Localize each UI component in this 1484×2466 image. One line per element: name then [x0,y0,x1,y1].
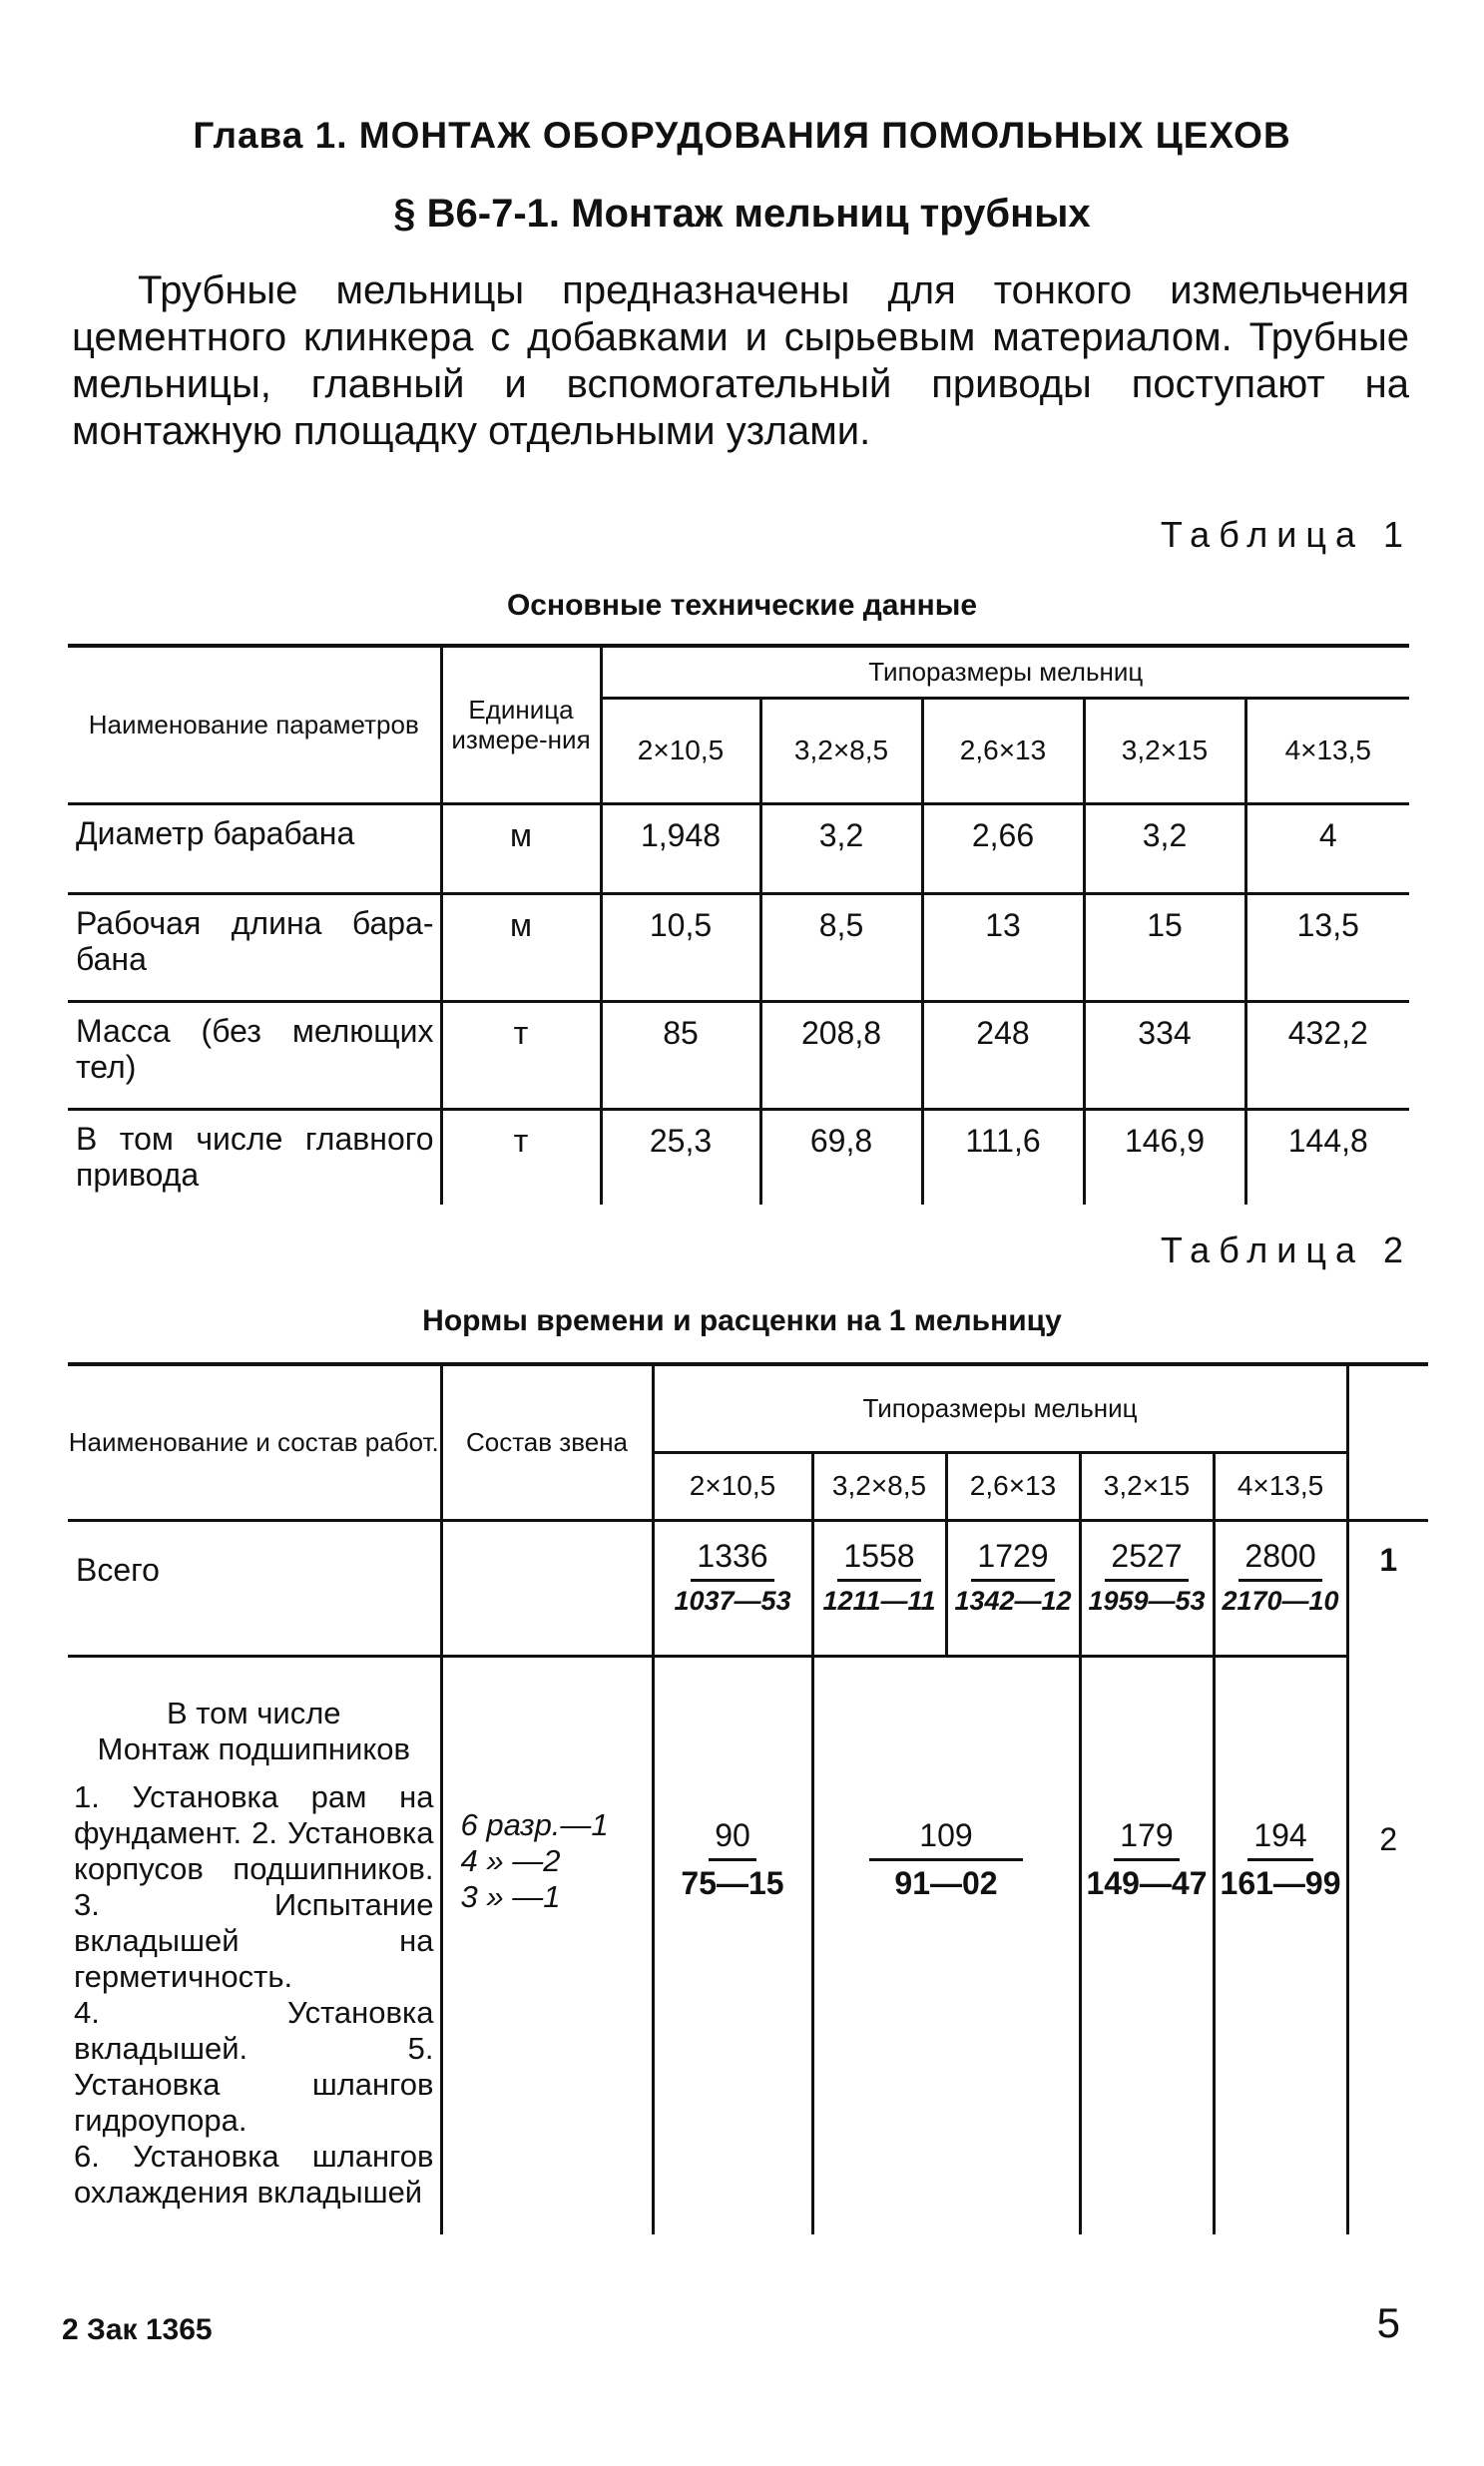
total-cell [1214,1520,1347,1656]
size-col: 4×13,5 [1245,698,1409,803]
sub-cell [1080,1656,1214,2234]
size-col: 3,2×15 [1080,1452,1214,1520]
header-work: Наименование и состав работ. [68,1364,441,1520]
norm-value: 1558 [837,1538,920,1582]
table1-label: Таблица 1 [1160,514,1412,555]
param-value: 334 [1084,1001,1245,1109]
intro-text: Трубные мельницы предназначены для тонкого измельчения цементного клинкера с добавками и сырьевым материалом. Трубные мельницы, главный и вспомогательный приводы поступают на монтажную площадку отдельными узлами. [72,268,1409,453]
param-unit: м [441,893,601,1001]
intro-paragraph [72,267,1409,455]
param-name: В том числе главного привода [68,1109,441,1205]
size-col: 3,2×8,5 [812,1452,946,1520]
sub-cell-merged [812,1656,1080,2234]
crew-line: 4 » —2 [460,1842,561,1878]
price-value: 161—99 [1220,1864,1341,1901]
param-value: 248 [922,1001,1084,1109]
param-value: 208,8 [760,1001,922,1109]
header-sizes: Типоразмеры мельниц [653,1364,1347,1452]
price-value: 1959—53 [1088,1585,1206,1616]
param-value: 4 [1245,803,1409,893]
subtotal-heading: В том числе [166,1695,341,1730]
param-value: 1,948 [601,803,760,893]
param-value: 15 [1084,893,1245,1001]
param-value: 3,2 [1084,803,1245,893]
param-value: 146,9 [1084,1109,1245,1205]
total-cell [812,1520,946,1656]
total-crew [441,1520,653,1656]
header-unit: Единица измере-ния [441,646,601,803]
work-steps-1: 1. Установка рам на фундамент. 2. Установка корпусов подшипников. 3. Испытание вкладышей на герметичность. [74,1778,434,1994]
price-value: 1211—11 [822,1585,936,1616]
technical-data-table [68,644,1409,1205]
norm-value: 194 [1247,1817,1312,1861]
table1-title: Основные технические данные [506,589,978,622]
param-value: 111,6 [922,1109,1084,1205]
size-col: 2×10,5 [601,698,760,803]
param-value: 13 [922,893,1084,1001]
price-value: 1342—12 [954,1585,1072,1616]
size-col: 3,2×15 [1084,698,1245,803]
norm-value: 1729 [971,1538,1054,1582]
sub-cell [1214,1656,1347,2234]
param-name: Диаметр барабана [68,803,441,893]
subtotal-subheading: Монтаж подшипников [97,1730,410,1766]
norm-value: 109 [869,1817,1022,1861]
table2-label: Таблица 2 [1160,1230,1412,1270]
param-value: 13,5 [1245,893,1409,1001]
page-number: 5 [1376,2299,1400,2346]
header-line-no [1347,1364,1428,1520]
line-number: 1 [1379,1541,1398,1578]
price-value: 75—15 [681,1864,784,1901]
sub-cell [653,1656,812,2234]
print-order-note: 2 Зак 1365 [62,2313,213,2346]
param-value: 2,66 [922,803,1084,893]
line-number: 2 [1379,1821,1398,1857]
price-value: 149—47 [1086,1864,1208,1901]
table2-title: Нормы времени и расценки на 1 мельницу [422,1304,1062,1337]
size-col: 2×10,5 [653,1452,812,1520]
param-value: 3,2 [760,803,922,893]
time-norms-table [68,1362,1428,2234]
param-unit: м [441,803,601,893]
work-steps-3: 6. Установка шлангов охлаждения вкладышей [74,2138,434,2210]
crew-line: 3 » —1 [460,1878,561,1914]
chapter-heading: Глава 1. МОНТАЖ ОБОРУДОВАНИЯ ПОМОЛЬНЫХ ЦЕХОВ [193,115,1291,156]
param-name: Масса (без мелющих тел) [68,1001,441,1109]
size-col: 3,2×8,5 [760,698,922,803]
total-label: Всего [68,1520,441,1656]
param-unit: т [441,1109,601,1205]
total-cell [1080,1520,1214,1656]
param-value: 85 [601,1001,760,1109]
price-value: 2170—10 [1222,1585,1339,1616]
total-cell [946,1520,1080,1656]
size-col: 4×13,5 [1214,1452,1347,1520]
norm-value: 2527 [1105,1538,1188,1582]
param-value: 25,3 [601,1109,760,1205]
norm-value: 1336 [691,1538,773,1582]
param-value: 8,5 [760,893,922,1001]
total-cell [653,1520,812,1656]
param-unit: т [441,1001,601,1109]
price-value: 91—02 [894,1864,998,1901]
param-name: Рабочая длина бара-бана [68,893,441,1001]
crew-line: 6 разр.—1 [460,1806,609,1842]
section-heading: § В6-7-1. Монтаж мельниц трубных [393,192,1091,236]
norm-value: 2800 [1238,1538,1321,1582]
work-description [68,1656,441,2234]
header-sizes: Типоразмеры мельниц [601,646,1409,698]
norm-value: 179 [1114,1817,1179,1861]
header-param: Наименование параметров [68,646,441,803]
norm-value: 90 [709,1817,756,1861]
work-steps-2: 4. Установка вкладышей. 5. Установка шлангов гидроупора. [74,1994,434,2138]
size-col: 2,6×13 [946,1452,1080,1520]
param-value: 10,5 [601,893,760,1001]
header-crew: Состав звена [441,1364,653,1520]
param-value: 69,8 [760,1109,922,1205]
param-value: 144,8 [1287,1122,1368,1159]
param-value: 432,2 [1245,1001,1409,1109]
price-value: 1037—53 [674,1585,791,1616]
size-col: 2,6×13 [922,698,1084,803]
crew-composition [441,1656,653,2234]
